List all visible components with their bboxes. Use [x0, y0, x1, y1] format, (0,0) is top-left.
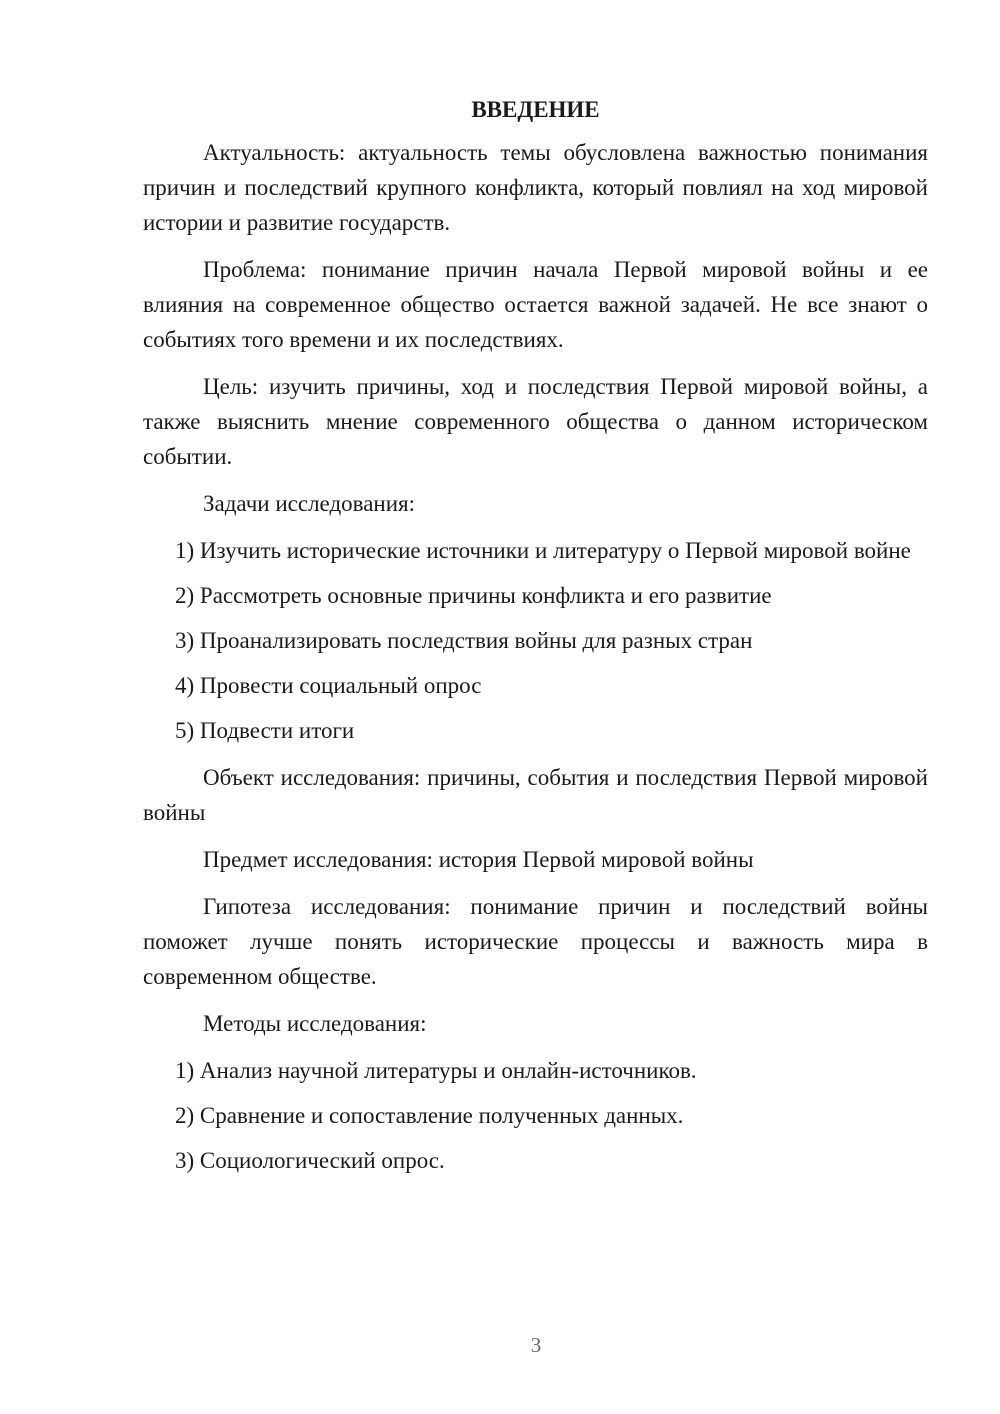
goal-paragraph: Цель: изучить причины, ход и последствия Первой мировой войны, а также выяснить мнение современного общества о данном историческом событии.	[143, 374, 928, 469]
tasks-list	[143, 533, 928, 748]
problem-paragraph: Проблема: понимание причин начала Первой мировой войны и ее влияния на современное общество остается важной задачей. Не все знают о событиях того времени и их последствиях.	[143, 257, 928, 352]
list-item: 2) Рассмотреть основные причины конфликта и его развитие	[175, 583, 772, 608]
list-item: 3) Проанализировать последствия войны для разных стран	[175, 628, 753, 653]
section-heading: ВВЕДЕНИЕ	[471, 97, 600, 122]
list-item: 1) Анализ научной литературы и онлайн-источников.	[175, 1058, 697, 1083]
list-item: 5) Подвести итоги	[175, 718, 355, 743]
list-item: 1) Изучить исторические источники и литературу о Первой мировой войне	[175, 538, 911, 563]
hypothesis-paragraph: Гипотеза исследования: понимание причин и последствий войны поможет лучше понять исторические процессы и важность мира в современном обществе.	[143, 894, 928, 989]
subject-paragraph: Предмет исследования: история Первой мировой войны	[203, 847, 754, 872]
methods-list	[143, 1053, 928, 1178]
relevance-paragraph: Актуальность: актуальность темы обусловлена важностью понимания причин и последствий крупного конфликта, который повлиял на ход мировой истории и развитие государств.	[143, 140, 928, 235]
list-item: 3) Социологический опрос.	[175, 1148, 445, 1173]
page-content	[143, 92, 928, 1190]
page-number: 3	[530, 1333, 542, 1357]
methods-title: Методы исследования:	[203, 1011, 427, 1036]
tasks-title: Задачи исследования:	[203, 491, 416, 516]
list-item: 4) Провести социальный опрос	[175, 673, 482, 698]
object-paragraph: Объект исследования: причины, события и последствия Первой мировой войны	[143, 765, 928, 825]
list-item: 2) Сравнение и сопоставление полученных данных.	[175, 1103, 684, 1128]
